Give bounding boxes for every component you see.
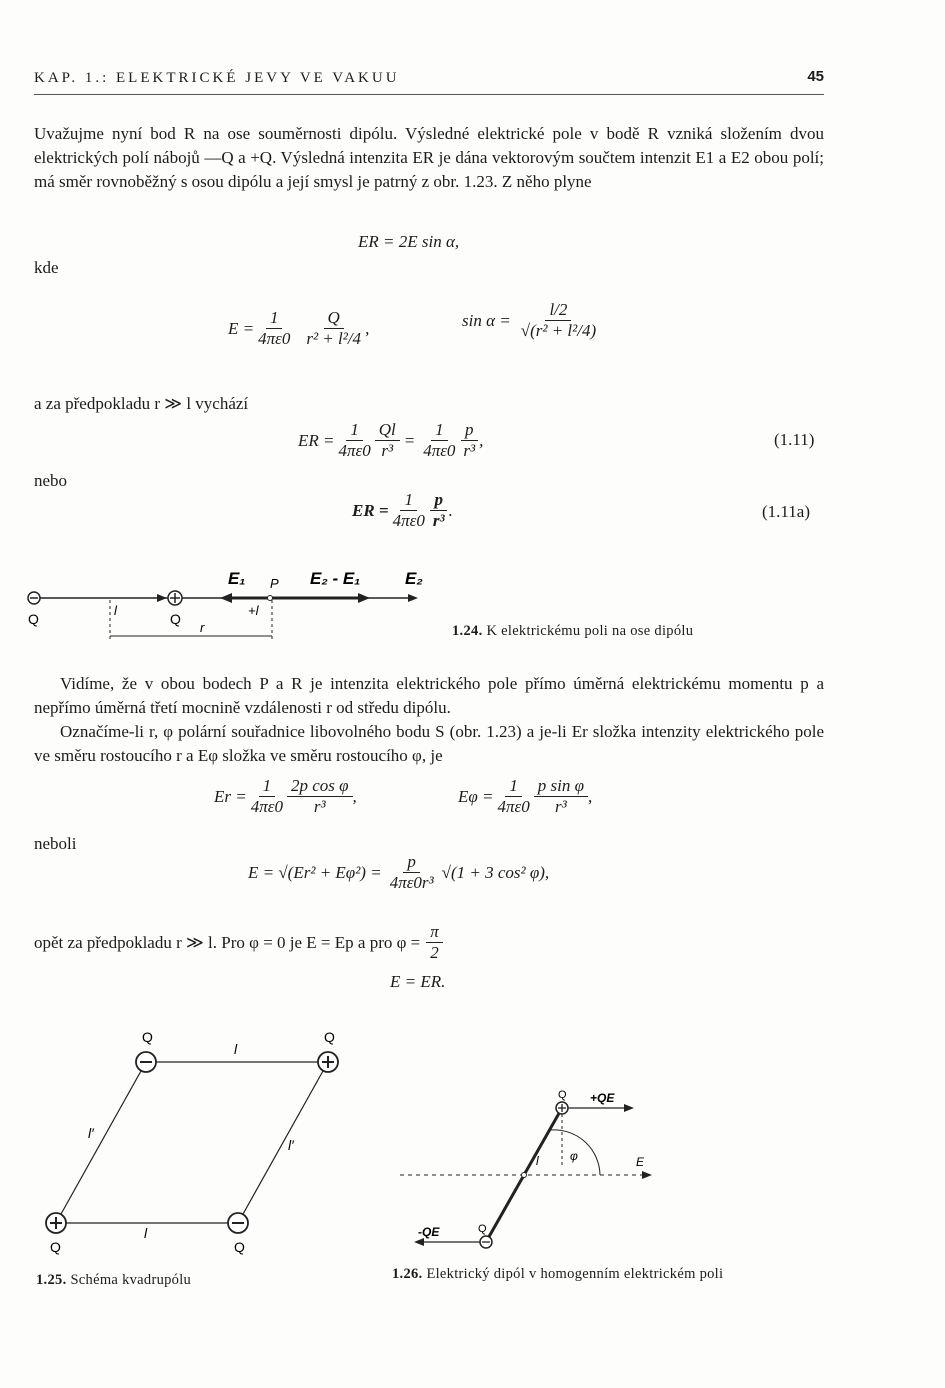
label-l: l [114, 603, 117, 618]
equation-er-2e-sin-alpha: ER = 2E sin α, [358, 232, 460, 251]
e2-arrow-icon [408, 594, 418, 602]
positive-charge-icon [318, 1052, 338, 1072]
minus-qe-arrow-icon [414, 1238, 424, 1246]
eq-e-left: E = [228, 318, 255, 338]
equation-e-equals-er: E = ER. [390, 972, 446, 991]
label-plus-l: +l [248, 603, 259, 618]
caption-1-25-number: 1.25. [36, 1272, 67, 1288]
caption-1-25-text: Schéma kvadrupólu [70, 1272, 192, 1288]
caption-1-24-number: 1.24. [452, 623, 483, 639]
running-header [34, 70, 824, 95]
caption-1-26 [392, 1266, 723, 1283]
fraction-sin-alpha: $\frac{l/2}{\text{√(r² + l²/4)}}$ [520, 300, 597, 340]
negative-charge-icon [228, 1213, 248, 1233]
label-r: r [200, 620, 205, 635]
label-e2: E₂ [405, 569, 423, 588]
equation-number-1-11: (1.11) [774, 430, 815, 449]
caption-1-24-text: K elektrickému poli na ose dipólu [486, 623, 694, 639]
positive-charge-icon [46, 1213, 66, 1233]
label-q-right: Q [170, 611, 181, 627]
label-l-prime-right: l′ [288, 1137, 294, 1153]
label-phi: φ [570, 1149, 578, 1163]
label-kde: kde [34, 258, 59, 277]
label-q-top: Q [558, 1089, 567, 1101]
figure-1-24-dipole-axis [20, 560, 440, 650]
label-plus-qe: +QE [590, 1091, 615, 1105]
fraction-q-over-r2: $\frac{Q}{\text{r² + l²/4}}$ [306, 308, 362, 348]
negative-charge-icon [480, 1236, 492, 1248]
label-p: P [270, 576, 279, 591]
label-e2-minus-e1: E₂ - E₁ [310, 569, 361, 588]
equation-e-definition: E = $\frac{1}{4\pi\varepsilon 0}$ $\frac{Q}{\text{r² + l²/4}}$ , [228, 308, 370, 348]
label-q-left: Q [28, 611, 39, 627]
equation-e-full: E = √(Er² + Eφ²) = $\frac{p}{\text{4πε0r³}}$ √(1 + 3 cos² φ), [248, 852, 550, 892]
equation-1-11a: ER = $\frac{1}{4\pi\varepsilon 0}$ $\frac{p}{\text{r³}}$ . [352, 490, 453, 530]
fraction-pi-over-2: $\frac{\pi}{2}$ [426, 922, 443, 963]
equation-er: Er = $\frac{1}{4\pi\varepsilon 0}$ $\frac{\text{2p cos φ}}{\text{r³}}$ , [214, 776, 357, 816]
label-l-prime-left: l′ [88, 1125, 94, 1141]
figure-1-26-dipole-in-field [390, 1080, 670, 1260]
label-q-top-left: Q [142, 1029, 153, 1045]
label-l-bottom: l [144, 1225, 148, 1241]
chapter-title: KAP. 1.: ELEKTRICKÉ JEVY VE VAKUU [34, 70, 400, 86]
paragraph-1: Uvažujme nyní bod R na ose souměrnosti dipólu. Výsledné elektrické pole v bodě R vzniká složením dvou elektrických polí nábojů —Q a +Q. Výsledná intenzita ER je dána vektorovým součtem intenzit E1 a E2 obou polí; má směr rovnoběžný s osou dipólu a její smysl je patrný z obr. 1.23. Z něho plyne [34, 124, 824, 191]
e2-minus-e1-arrow-icon [358, 593, 370, 603]
caption-1-26-text: Elektrický dipól v homogenním elektrickém poli [426, 1266, 724, 1282]
label-q-bottom-left: Q [50, 1239, 61, 1255]
label-q-bottom-right: Q [234, 1239, 245, 1255]
positive-charge-icon [556, 1102, 568, 1114]
label-e: E [636, 1155, 645, 1169]
label-q-top-right: Q [324, 1029, 335, 1045]
equation-number-1-11a: (1.11a) [762, 502, 810, 521]
equation-1-11: ER = $\frac{1}{4\pi\varepsilon 0}$ $\frac{Ql}{\text{r³}}$ = $\frac{1}{4\pi\varepsilon 0}$ $\frac{p}{\text{r³}}$ , [298, 420, 484, 460]
label-q-bottom: Q [478, 1223, 487, 1235]
field-arrow-icon [642, 1171, 652, 1179]
paragraph-2: Vidíme, že v obou bodech P a R je intenzita elektrického pole přímo úměrná elektrickému momentu p a nepřímo úměrná třetí mocnině vzdálenosti r od středu dipólu. [34, 674, 824, 717]
caption-1-26-number: 1.26. [392, 1266, 423, 1282]
eq-sin-left: sin α = [462, 310, 511, 330]
caption-1-25 [36, 1272, 191, 1289]
label-l: l [536, 1154, 539, 1168]
figure-1-25-quadrupole [30, 1020, 360, 1260]
caption-1-24 [452, 623, 693, 640]
label-minus-qe: -QE [418, 1225, 440, 1239]
label-e1: E₁ [228, 569, 246, 588]
equation-ephi: Eφ = $\frac{1}{4\pi\varepsilon 0}$ $\frac{\text{p sin φ}}{\text{r³}}$ , [458, 776, 593, 816]
label-nebo: nebo [34, 471, 68, 490]
plus-qe-arrow-icon [624, 1104, 634, 1112]
label-za-predpokladu: a za předpokladu r ≫ l vychází [34, 394, 249, 413]
line-opet-za-predpokladu: opět za předpokladu r ≫ l. Pro φ = 0 je E = Ep a pro φ = $\frac{\pi}{2}$ [34, 922, 443, 963]
fraction-1-over-4pie0: $\frac{1}{4\pi\varepsilon 0}$ [258, 308, 291, 348]
paragraph-3: Označíme-li r, φ polární souřadnice libovolného bodu S (obr. 1.23) a je-li Er složka intenzity elektrického pole ve směru rostoucího r a Eφ složka ve směru rostoucího φ, je [34, 722, 824, 765]
page-number: 45 [807, 68, 824, 85]
dipole-center-marker [522, 1173, 527, 1178]
e1-arrow-icon [220, 593, 232, 603]
equation-sin-alpha [462, 300, 600, 341]
label-l-top: l [234, 1041, 238, 1057]
point-p-marker [268, 596, 273, 601]
negative-charge-icon [136, 1052, 156, 1072]
label-neboli: neboli [34, 834, 77, 853]
